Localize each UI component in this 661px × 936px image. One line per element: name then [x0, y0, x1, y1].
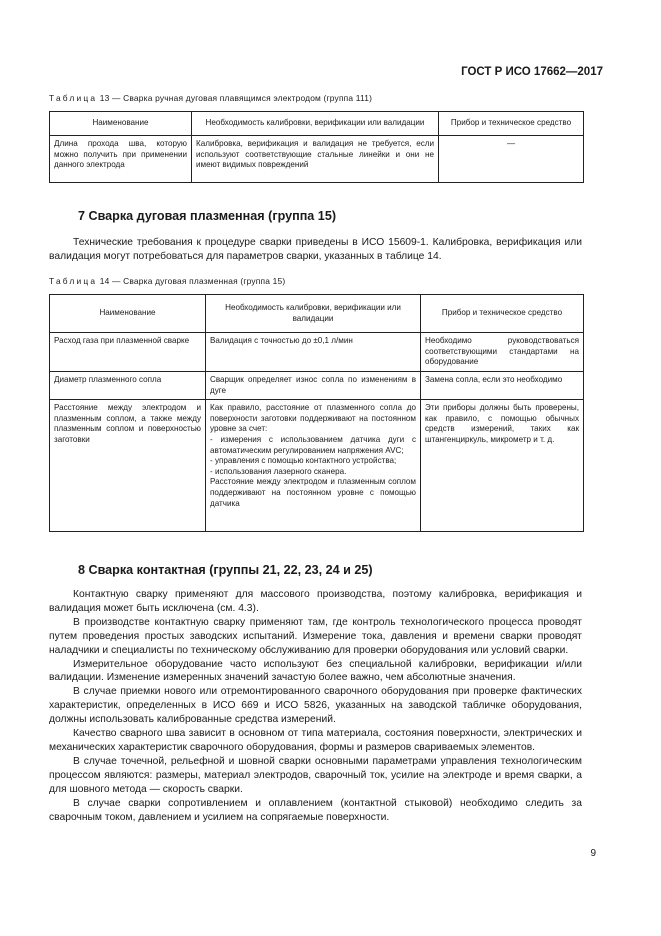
column-header: Необходимость калибровки, верификации или валидации [192, 112, 439, 136]
column-header: Необходимость калибровки, верификации или валидации [206, 295, 421, 333]
table-cell: Эти приборы должны быть проверены, как правило, с помощью обычных средств измерений, таких как штангенциркуль, микрометр и т. д. [421, 400, 584, 532]
table-cell: Необходимо руководствоваться соответствующими стандартами на оборудование [421, 333, 584, 372]
paragraph: Контактную сварку применяют для массового производства, поэтому калибровка, верификация и валидация может быть исключена (см. 4.3). [49, 589, 582, 614]
table-cell: Диаметр плазменного сопла [50, 372, 206, 400]
section-7-heading: 7 Сварка дуговая плазменная (группа 15) [78, 209, 337, 223]
paragraph: В случае приемки нового или отремонтированного сварочного оборудования при проверке фактических характеристик, определенных в ИСО 669 и ИСО 5826, указанных на заводской табличке оборудования, должны использовать калиброванные средства измерений. [49, 686, 582, 726]
paragraph: Качество сварного шва зависит в основном от типа материала, состояния поверхности, электрических и механических характеристик сварочного оборудования, формы и размеров свариваемых элементов. [49, 728, 582, 753]
table-cell: Расход газа при плазменной сварке [50, 333, 206, 372]
table-cell: — [439, 136, 584, 183]
paragraph: Технические требования к процедуре сварки приведены в ИСО 15609-1. Калибровка, верификация или валидация могут потребоваться для параметров сварки, указанных в таблице 14. [49, 237, 582, 262]
table-row [50, 333, 584, 372]
table-13-caption-text: 13 — Сварка ручная дуговая плавящимся электродом (группа 111) [97, 93, 373, 103]
paragraph: В производстве контактную сварку применяют там, где контроль технологического процесса проводят путем проведения простых заводских испытаний. Измерение тока, давления и времени сварки проводят наладчики и специалисты по техническому обслуживанию для проверки оборудования или условий сварки. [49, 616, 582, 656]
paragraph: В случае сварки сопротивлением и оплавлением (контактной стыковой) необходимо следить за сварочным током, давлением и усилием на сопрягаемые поверхности. [49, 797, 582, 823]
table-cell: Замена сопла, если это необходимо [421, 372, 584, 400]
table-cell: Длина прохода шва, которую можно получить при применении данного электрода [50, 136, 192, 183]
table-header-row [50, 112, 584, 136]
table-row [50, 136, 584, 183]
column-header: Наименование [50, 112, 192, 136]
table-cell: Калибровка, верификация и валидация не требуется, если используют соответствующие стальные линейки и они не имеют видимых повреждений [192, 136, 439, 183]
table-14-caption [49, 276, 285, 286]
table-header-row [50, 295, 584, 333]
table-14 [49, 294, 584, 532]
column-header: Прибор и техническое средство [421, 295, 584, 333]
table-cell: Как правило, расстояние от плазменного сопла до поверхности заготовки поддерживают на постоянном уровне за счет: - измерения с использованием датчика дуги с автоматическим регулированием напряжения AVC; - управления с помощью контактного устройства; - использования лазерного сканера. Расстояние между электродом и плазменным соплом поддерживают на постоянном уровне с помощью датчика [206, 400, 421, 532]
table-row [50, 400, 584, 532]
table-13-caption [49, 93, 372, 103]
table-13-caption-word: Таблица [49, 93, 98, 103]
column-header: Прибор и техническое средство [439, 112, 584, 136]
table-cell: Сварщик определяет износ сопла по изменениям в дуге [206, 372, 421, 400]
table-cell: Валидация с точностью до ±0,1 л/мин [206, 333, 421, 372]
table-row [50, 372, 584, 400]
standard-number: ГОСТ Р ИСО 17662—2017 [461, 66, 603, 78]
paragraph: Измерительное оборудование часто используют без специальной калибровки, верификации и/или валидации. Изменение измеренных значений зачастую более важно, чем абсолютные значения. [49, 658, 582, 684]
table-14-caption-text: 14 — Сварка дуговая плазменная (группа 15) [97, 276, 286, 286]
section-7-text [49, 236, 582, 264]
page-number: 9 [590, 848, 596, 859]
section-8-text [49, 588, 582, 824]
column-header: Наименование [50, 295, 206, 333]
table-cell: Расстояние между электродом и плазменным соплом, а также между плазменным соплом и поверхностью заготовки [50, 400, 206, 532]
paragraph: В случае точечной, рельефной и шовной сварки основными параметрами управления технологическим процессом являются: размеры, материал электродов, сварочный ток, усилие на электроде и время сварки, а для шовного метода — скорость сварки. [49, 755, 582, 795]
section-8-heading: 8 Сварка контактная (группы 21, 22, 23, 24 и 25) [78, 563, 373, 577]
table-13 [49, 111, 584, 183]
table-14-caption-word: Таблица [49, 276, 98, 286]
